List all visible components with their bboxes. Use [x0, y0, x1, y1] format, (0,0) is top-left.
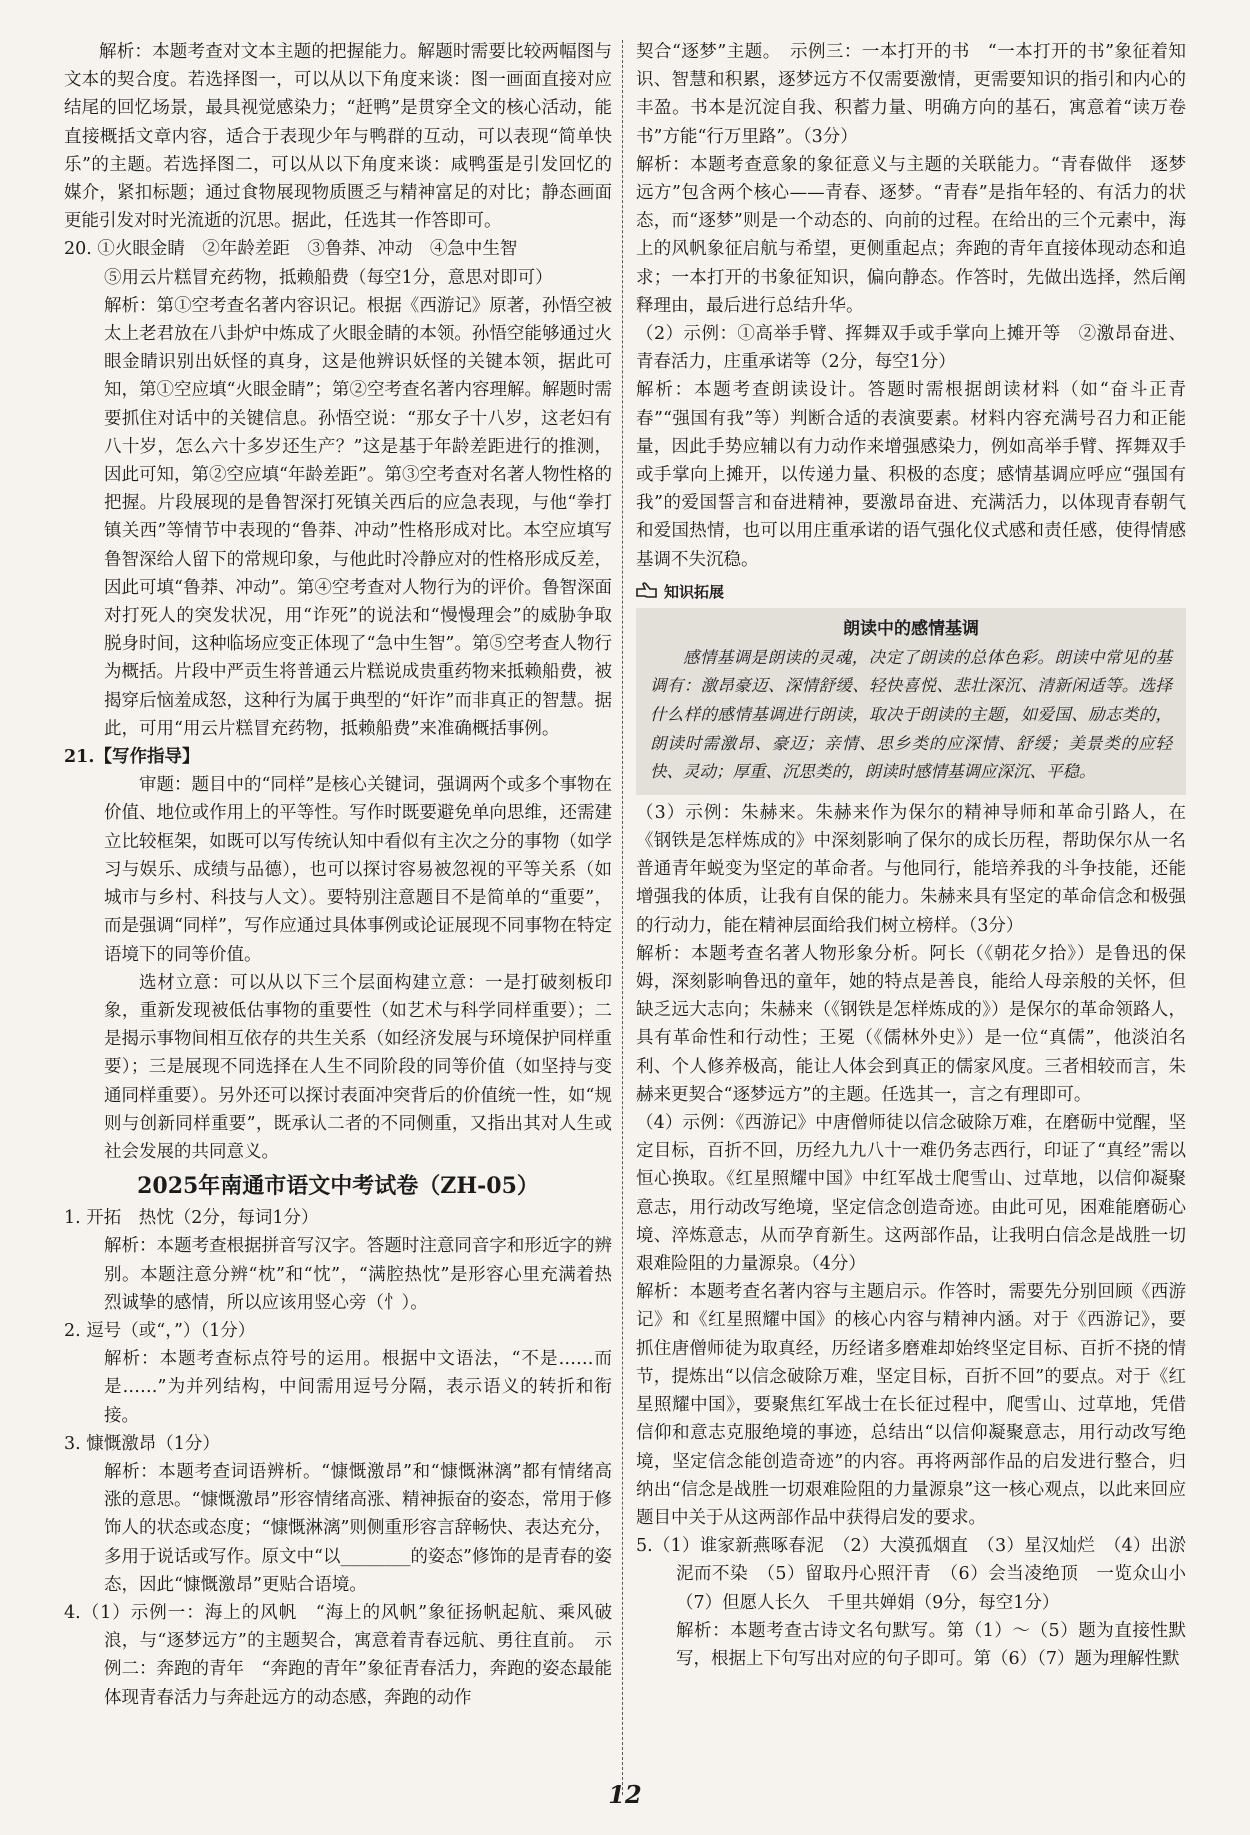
- q4-4-analysis: 解析：本题考查名著内容与主题启示。作答时，需要先分别回顾《西游记》和《红星照耀中国》的核心内容与精神内涵。对于《西游记》，要抓住唐僧师徒为取真经，历经诸多磨难却始终坚定目标、百折不挠的情节，提炼出“以信念破除万难，坚定目标，百折不回”的要点。对于《红星照耀中国》，要聚焦红军战士在长征过程中，爬雪山、过草地，凭借信仰和意志克服绝境的事迹，总结出“以信仰凝聚意志，用行动改写绝境，坚定信念能创造奇迹”的内容。再将两部作品的启发进行整合，归纳出“信念是战胜一切艰难险阻的力量源泉”这一核心观点，以此来回应题目中关于从这两部作品中获得启发的要求。: [636, 1282, 1186, 1528]
- page-number: 12: [608, 1780, 642, 1809]
- left-column: [64, 38, 612, 1712]
- q20-answer-line1: 20. ①火眼金睛 ②年龄差距 ③鲁莽、冲动 ④急中生智: [64, 239, 518, 260]
- q4-1-analysis: 解析：本题考查意象的象征意义与主题的关联能力。“青春做伴 逐梦远方”包含两个核心——青春、逐梦。“青春”是指年轻的、有活力的状态，而“逐梦”则是一个动态的、向前的过程。在给出的三个元素中，海上的风帆象征启航与希望，更侧重起点；奔跑的青年直接体现动态和追求；一本打开的书象征知识，偏向静态。作答时，先做出选择，然后阐释理由，最后进行总结升华。: [636, 154, 1186, 316]
- q4-4-answer: （4）示例：《西游记》中唐僧师徒以信念破除万难，在磨砺中觉醒，坚定目标，百折不回，历经九九八十一难仍务志西行，印证了“真经”需以恒心换取。《红星照耀中国》中红军战士爬雪山、过草地，以信仰凝聚意志，用行动改写绝境，坚定信念创造奇迹。由此可见，困难能磨砺心境、淬炼意志，从而孕育新生。这两部作品，让我明白信念是战胜一切艰难险阻的力量源泉。（4分）: [636, 1113, 1186, 1275]
- q4-answer: 4.（1）示例一：海上的风帆 “海上的风帆”象征扬帆起航、乘风破浪，与“逐梦远方”的主题契合，寓意着青春远航、勇往直前。 示例二：奔跑的青年 “奔跑的青年”象征青春活力，奔跑的姿态最能体现青春活力与奔赴远方的动态感，奔跑的动作: [64, 1602, 612, 1708]
- exam-title: 2025年南通市语文中考试卷（ZH-05）: [137, 1173, 539, 1200]
- q4-2-analysis: 解析：本题考查朗读设计。答题时需根据朗读材料（如“奋斗正青春”“强国有我”等）判断合适的表演要素。材料内容充满号召力和正能量，因此手势应辅以有力动作来增强感染力，例如高举手臂、挥舞双手或手掌向上摊开，以传递力量、积极的态度；感情基调应呼应“强国有我”的爱国誓言和奋进精神，要激昂奋进、充满活力，以体现青春朝气和爱国热情，也可以用庄重承诺的语气强化仪式感和责任感，使得情感基调不失沉稳。: [636, 380, 1186, 570]
- knowledge-extension-text: 知识拓展: [664, 583, 725, 602]
- q20-analysis: 解析：第①空考查名著内容识记。根据《西游记》原著，孙悟空被太上老君放在八卦炉中炼成了火眼金睛的本领。孙悟空能够通过火眼金睛识别出妖怪的真身，这是他辨识妖怪的关键本领，据此可知，第①空应填“火眼金睛”；第②空考查名著内容理解。解题时需要抓住对话中的关键信息。孙悟空说：“那女子十八岁，这老妇有八十岁，怎么六十多岁还生产？”这是基于年龄差距进行的推测，因此可知，第②空应填“年龄差距”。第③空考查对名著人物性格的把握。片段展现的是鲁智深打死镇关西后的应急表现，与他“拳打镇关西”等情节中表现的“鲁莽、冲动”性格形成对比。本空应填写鲁智深给人留下的常规印象，与他此时冷静应对的性格形成反差，因此可填“鲁莽、冲动”。第④空考查对人物行为的评价。鲁智深面对打死人的突发状况，用“诈死”的说法和“慢慢理会”的威胁争取脱身时间，这种临场应变正体现了“急中生智”。第⑤空考查人物行为概括。片段中严贡生将普通云片糕说成贵重药物来抵赖船费，被揭穿后恼羞成怒，这种行为属于典型的“奸诈”而非真正的智慧。据此，可用“用云片糕冒充药物，抵赖船费”来准确概括事例。: [104, 295, 612, 739]
- q20-answer-line2: ⑤用云片糕冒充药物，抵赖船费（每空1分，意思对即可）: [104, 267, 553, 288]
- q2-answer: 2. 逗号（或“，”）（1分）: [64, 1320, 256, 1341]
- q4-3-analysis: 解析：本题考查名著人物形象分析。阿长（《朝花夕拾》）是鲁迅的保姆，深刻影响鲁迅的童年，她的特点是善良，能给人母亲般的关怀，但缺乏远大志向；朱赫来（《钢铁是怎样炼成的》）是保尔的革命领路人，具有革命性和行动性；王冕（《儒林外史》）是一位“真儒”，他淡泊名利、个人修养极高，能让人体会到真正的儒家风度。三者相较而言，朱赫来更契合“逐梦远方”的主题。任选其一，言之有理即可。: [636, 943, 1186, 1105]
- q21-topic-analysis: 审题：题目中的“同样”是核心关键词，强调两个或多个事物在价值、地位或作用上的平等性。写作时既要避免单向思维，还需建立比较框架，如既可以写传统认知中看似有主次之分的事物（如学习与娱乐、成绩与品德），也可以探讨容易被忽视的平等关系（如城市与乡村、科技与人文）。要特别注意题目不是简单的“重要”，而是强调“同样”，写作应通过具体事例或论证展现不同事物在特定语境下的同等价值。: [104, 775, 612, 965]
- q4-answer-continued: 契合“逐梦”主题。 示例三：一本打开的书 “一本打开的书”象征着知识、智慧和积累，逐梦远方不仅需要激情，更需要知识的指引和内心的丰盈。书本是沉淀自我、积蓄力量、明确方向的基石，寓意着“读万卷书”方能“行万里路”。（3分）: [636, 42, 1186, 147]
- column-divider: [622, 40, 623, 1795]
- pointing-hand-icon: [636, 581, 658, 603]
- q1-analysis: 解析：本题考查根据拼音写汉字。答题时注意同音字和形近字的辨别。本题注意分辨“枕”和“忱”，“满腔热忱”是形容心里充满着热烈诚挚的感情，所以应该用竖心旁（忄）。: [104, 1236, 612, 1313]
- tip-title: 朗读中的感情基调: [843, 618, 979, 639]
- q5-analysis: 解析：本题考查古诗文名句默写。第（1）～（5）题为直接性默写，根据上下句写出对应的句子即可。第（6）（7）题为理解性默: [676, 1620, 1186, 1669]
- knowledge-extension-label: [636, 580, 1186, 604]
- right-column: [636, 38, 1204, 1673]
- q4-3-answer: （3）示例：朱赫来。朱赫来作为保尔的精神导师和革命引路人，在《钢铁是怎样炼成的》中深刻影响了保尔的成长历程，帮助保尔从一名普通青年蜕变为坚定的革命者。与他同行，能培养我的斗争技能，还能增强我的体质，让我有自保的能力。朱赫来具有坚定的革命信念和极强的行动力，能在精神层面给我们树立榜样。（3分）: [636, 802, 1186, 936]
- q5-answer: 5.（1）谁家新燕啄春泥 （2）大漠孤烟直 （3）星汉灿烂 （4）出淤泥而不染 （5）留取丹心照汗青 （6）会当凌绝顶 一览众山小 （7）但愿人长久 千里共婵娟（9分，每空1分）: [636, 1536, 1204, 1613]
- q4-2-answer: （2）示例：①高举手臂、挥舞双手或手掌向上摊开等 ②激昂奋进、青春活力，庄重承诺等（2分，每空1分）: [636, 324, 1186, 373]
- q1-answer: 1. 开拓 热忱（2分，每词1分）: [64, 1208, 319, 1229]
- q2-analysis: 解析：本题考查标点符号的运用。根据中文语法，“不是……而是……”为并列结构，中间需用逗号分隔，表示语义的转折和衔接。: [104, 1349, 612, 1426]
- tip-body: 感情基调是朗读的灵魂，决定了朗读的总体色彩。朗读中常见的基调有：激昂豪迈、深情舒缓、轻快喜悦、悲壮深沉、清新闲适等。选择什么样的感情基调进行朗读，取决于朗读的主题，如爱国、励志类的，朗读时需激昂、豪迈；亲情、思乡类的应深情、舒缓；美景类的应轻快、灵动；厚重、沉思类的，朗读时感情基调应深沉、平稳。: [650, 647, 1172, 782]
- q21-heading: 21.【写作指导】: [64, 747, 200, 768]
- q19-analysis: 解析：本题考查对文本主题的把握能力。解题时需要比较两幅图与文本的契合度。若选择图一，可以从以下角度来谈：图一画面直接对应结尾的回忆场景，最具视觉感染力；“赶鸭”是贯穿全文的核心活动，能直接概括文章内容，适合于表现少年与鸭群的互动，可以表现“简单快乐”的主题。若选择图二，可以从以下角度来谈：咸鸭蛋是引发回忆的媒介，紧扣标题；通过食物展现物质匮乏与精神富足的对比；静态画面更能引发对时光流逝的沉思。据此，任选其一作答即可。: [64, 42, 612, 232]
- knowledge-extension-box: [636, 608, 1186, 795]
- q3-analysis: 解析：本题考查词语辨析。“慷慨激昂”和“慷慨淋漓”都有情绪高涨的意思。“慷慨激昂”形容情绪高涨、精神振奋的姿态，常用于修饰人的状态或态度；“慷慨淋漓”则侧重形容言辞畅快、表达充分，多用于说话或写作。原文中“以________的姿态”修饰的是青春的姿态，因此“慷慨激昂”更贴合语境。: [104, 1461, 612, 1595]
- q3-answer: 3. 慷慨激昂（1分）: [64, 1433, 220, 1454]
- q21-material-selection: 选材立意：可以从以下三个层面构建立意：一是打破刻板印象，重新发现被低估事物的重要性（如艺术与科学同样重要）；二是揭示事物间相互依存的共生关系（如经济发展与环境保护同样重要）；三是展现不同选择在人生不同阶段的同等价值（如坚持与变通同样重要）。另外还可以探讨表面冲突背后的价值统一性，如“规则与创新同样重要”，既承认二者的不同侧重，又指出其对人生或社会发展的共同意义。: [104, 972, 612, 1162]
